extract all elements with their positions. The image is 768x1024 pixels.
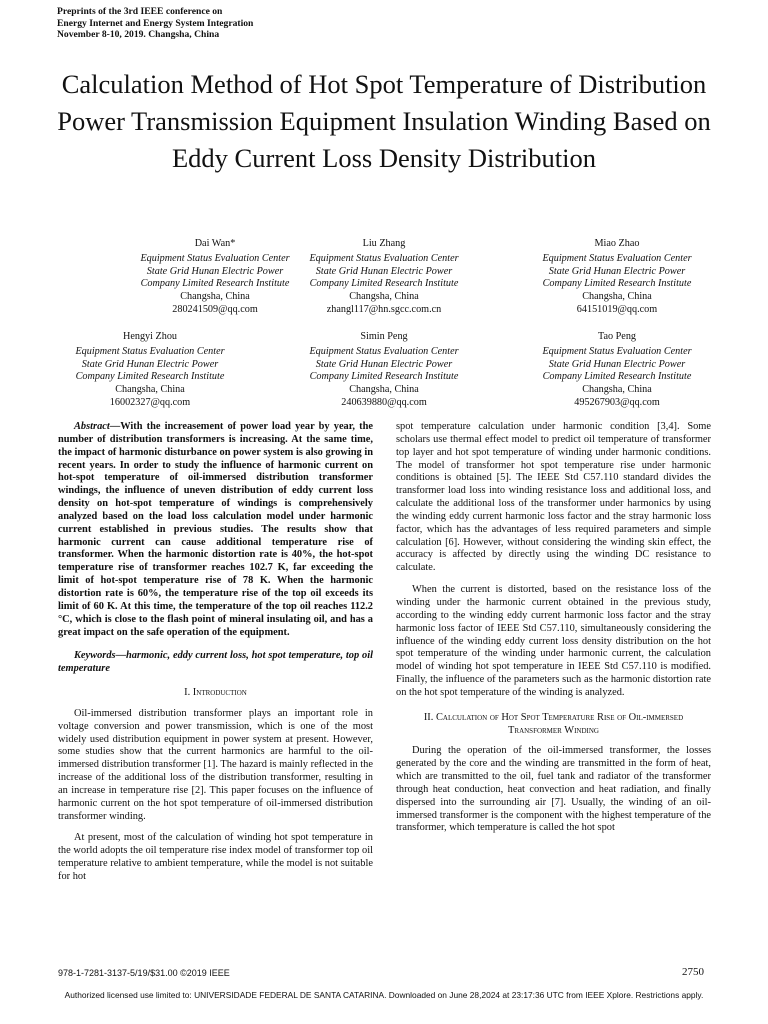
author-affiliation: State Grid Hunan Electric Power bbox=[81, 358, 219, 370]
author-affiliation: State Grid Hunan Electric Power bbox=[548, 358, 686, 370]
author-name: Dai Wan* bbox=[194, 238, 236, 249]
body-paragraph: At present, most of the calculation of winding hot spot temperature in the world adopts the oil temperature rise index model of transformer top oil temperature relative to ambient temperature, while the model is not suitable for hot bbox=[58, 832, 373, 882]
author-affiliation: Company Limited Research Institute bbox=[309, 278, 459, 290]
page-number: 2750 bbox=[682, 966, 704, 978]
author-block bbox=[502, 238, 732, 317]
author-city: Changsha, China bbox=[582, 291, 652, 303]
abstract-text: —With the increasement of power load year by year, the number of distribution transformers is increasing. At the same time, the impact of harmonic disturbance on power system is also growing in recent years. In order to study the influence of harmonic current on hot-spot temperature of oil-immersed distribution transformer windings, the influence of uneven distribution of eddy current loss density on hot-spot temperature of windings is comprehensively analyzed based on the load loss calculation model under harmonic current established in previous studies. The results show that harmonic current can cause additional temperature rise of transformer. When the harmonic distortion rate is 40%, the hot-spot temperature rise of transformer reaches 102.7 K, far exceeding the limit of hot-spot temperature rise of 78 K. When the harmonic distortion rate is 60%, the temperature rise of the top oil exceeds its limit of 60 K. At this time, the temperature of the top oil reaches 112.2 °C, which is close to the flash point of mineral insulating oil, and has a great impact on the safe operation of the equipment. bbox=[58, 421, 373, 638]
body-paragraph: During the operation of the oil-immersed transformer, the losses generated by the core and the winding are transmitted in the form of heat, which are transmitted to the oil, fuel tank and radiator of the transformer through heat conduction, heat convection and heat radiation, and finally dispersed into the surrounding air [7]. Usually, the winding of an oil-immersed transformer is the component with the highest temperature of the transformer, which temperature is called the hot spot bbox=[396, 745, 711, 834]
author-city: Changsha, China bbox=[115, 384, 185, 396]
author-affiliation: Equipment Status Evaluation Center bbox=[542, 345, 692, 357]
venue-line: Preprints of the 3rd IEEE conference on bbox=[57, 6, 223, 17]
author-name: Hengyi Zhou bbox=[122, 331, 178, 342]
author-email[interactable]: 64151019@qq.com bbox=[576, 303, 658, 315]
license-notice: Authorized licensed use limited to: UNIVERSIDADE FEDERAL DE SANTA CATARINA. Downloaded on June 28,2024 at 23:17:36 UTC from IEEE Xplore. Restrictions apply. bbox=[64, 990, 704, 1000]
author-affiliation: Equipment Status Evaluation Center bbox=[75, 345, 225, 357]
author-name: Miao Zhao bbox=[594, 238, 640, 249]
section-heading-calculation: II. Calculation of Hot Spot Temperature Rise of Oil-immersed Transformer Winding bbox=[423, 711, 684, 736]
abstract bbox=[58, 421, 373, 639]
author-affiliation: Equipment Status Evaluation Center bbox=[140, 252, 290, 264]
author-affiliation: Equipment Status Evaluation Center bbox=[542, 252, 692, 264]
author-affiliation: Company Limited Research Institute bbox=[75, 371, 225, 383]
author-affiliation: Company Limited Research Institute bbox=[542, 278, 692, 290]
author-city: Changsha, China bbox=[180, 291, 250, 303]
author-affiliation: Company Limited Research Institute bbox=[140, 278, 290, 290]
author-city: Changsha, China bbox=[582, 384, 652, 396]
author-block bbox=[269, 238, 499, 317]
author-email[interactable]: zhangl117@hn.sgcc.com.cn bbox=[326, 303, 442, 315]
author-name: Liu Zhang bbox=[362, 238, 406, 249]
body-paragraph: Oil-immersed distribution transformer plays an important role in voltage conversion and power transmission, which is one of the most widely used distribution equipment in power system at present. However, some studies show that the current harmonics are harmful to the oil-immersed distribution transformer [1]. The hazard is mainly reflected in the increase of the additional loss of the distribution transformer, resulting in an increase in temperature rise [2]. This paper focuses on the influence of harmonic current on the hot spot temperature of oil-immersed distribution transformer winding. bbox=[58, 707, 373, 822]
author-block bbox=[269, 331, 499, 410]
author-city: Changsha, China bbox=[349, 384, 419, 396]
author-email[interactable]: 16002327@qq.com bbox=[109, 396, 191, 408]
keywords: Keywords—harmonic, eddy current loss, hot spot temperature, top oil temperature bbox=[58, 650, 373, 675]
author-affiliation: Equipment Status Evaluation Center bbox=[309, 252, 459, 264]
author-affiliation: Equipment Status Evaluation Center bbox=[309, 345, 459, 357]
abstract-label: Abstract bbox=[74, 421, 110, 432]
author-name: Simin Peng bbox=[360, 331, 408, 342]
author-name: Tao Peng bbox=[597, 331, 637, 342]
author-email[interactable]: 240639880@qq.com bbox=[341, 396, 427, 408]
author-affiliation: State Grid Hunan Electric Power bbox=[315, 358, 453, 370]
venue-line: Energy Internet and Energy System Integration bbox=[57, 17, 254, 29]
body-paragraph: When the current is distorted, based on the resistance loss of the winding under the harmonic current obtained in the previous study, according to the winding eddy current harmonic loss factor and the stray harmonic loss factor of IEEE Std C57.110, simultaneously considering the influence of the winding eddy current loss density distribution on the hot spot temperature of the winding under harmonic current, the calculation model of winding hot spot temperature in IEEE Std C57.110 is modified. Finally, the influence of the parameters such as the harmonic distortion rate on the hot spot temperature of the winding is analyzed. bbox=[396, 584, 711, 698]
conference-header bbox=[57, 6, 317, 41]
author-email[interactable]: 280241509@qq.com bbox=[172, 303, 258, 315]
isbn-copyright: 978-1-7281-3137-5/19/$31.00 ©2019 IEEE bbox=[58, 968, 230, 978]
author-city: Changsha, China bbox=[349, 291, 419, 303]
section-heading-introduction: I. Introduction bbox=[184, 687, 247, 699]
right-column bbox=[396, 421, 711, 835]
author-affiliation: State Grid Hunan Electric Power bbox=[315, 265, 453, 277]
left-column bbox=[58, 421, 373, 884]
venue-line: November 8-10, 2019. Changsha, China bbox=[57, 29, 220, 41]
author-email[interactable]: 495267903@qq.com bbox=[574, 396, 660, 408]
paper-title: Calculation Method of Hot Spot Temperature of Distribution Power Transmission Equipment Insulation Winding Based on Eddy Current Loss Density Distribution bbox=[57, 69, 711, 173]
author-affiliation: Company Limited Research Institute bbox=[542, 371, 692, 383]
author-block bbox=[35, 331, 265, 410]
author-affiliation: State Grid Hunan Electric Power bbox=[548, 265, 686, 277]
author-affiliation: State Grid Hunan Electric Power bbox=[146, 265, 284, 277]
body-paragraph: spot temperature calculation under harmonic condition [3,4]. Some scholars use thermal effect model to predict oil temperature of transformer top layer and hot spot temperature of winding under harmonic conditions. The model of transformer hot spot temperature rise under harmonic conditions is obtained [5]. The IEEE Std C57.110 standard divides the transformer load loss into winding resistance loss and additional loss, and calculate the additional loss of the transformer under harmonics by using the winding eddy current harmonic loss factor and the stray harmonic loss factor, which has the advantages of less required parameters and simple calculation [6]. However, without considering the winding skin effect, the accuracy is affected by directly using the winding DC resistance to calculate. bbox=[396, 421, 711, 574]
author-block bbox=[502, 331, 732, 410]
author-affiliation: Company Limited Research Institute bbox=[309, 371, 459, 383]
